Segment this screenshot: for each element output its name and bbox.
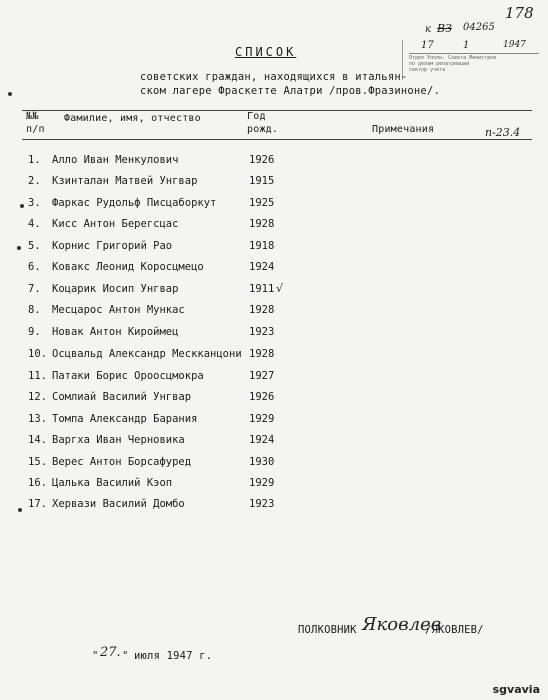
stamp-day: 17 xyxy=(421,40,434,51)
table-top-rule xyxy=(22,110,532,111)
document-title: СПИСОК xyxy=(235,45,297,59)
date-close-quote: " xyxy=(122,650,129,662)
row-number: 7. xyxy=(28,283,41,295)
row-year: 1928 xyxy=(249,348,275,360)
stamp-year: 1947 xyxy=(503,40,526,50)
table-row xyxy=(22,498,322,514)
archive-code-mid: ВЗ xyxy=(437,22,452,35)
archive-code-prefix: к xyxy=(425,24,431,35)
row-name: Ковакс Леонид Коросцмецо xyxy=(52,261,204,273)
row-year: 1928 xyxy=(249,304,275,316)
signature-name: /ЯКОВЛЕВ/ xyxy=(425,624,484,636)
stamp-month: 1 xyxy=(463,40,470,51)
row-name: Новак Антон Кироймец xyxy=(52,326,179,338)
table-row xyxy=(22,175,322,191)
row-name: Томпа Александр Барания xyxy=(52,413,198,425)
row-year: 1930 xyxy=(249,456,275,468)
row-year: 1926 xyxy=(249,391,275,403)
row-name: Кзинталан Матвей Унгвар xyxy=(52,175,198,187)
stamp-rule xyxy=(409,53,539,54)
punch-hole-icon xyxy=(18,508,22,512)
check-mark-icon: √ xyxy=(276,282,284,295)
table-row xyxy=(22,261,322,277)
row-year: 1915 xyxy=(249,175,275,187)
row-number: 5. xyxy=(28,240,41,252)
table-row xyxy=(22,326,322,342)
archive-stamp xyxy=(402,40,543,80)
signature-rank: ПОЛКОВНИК xyxy=(298,624,357,636)
stamp-text-2: по делам репатриации xyxy=(409,61,470,67)
row-name: Месцарос Антон Мункас xyxy=(52,304,185,316)
table-row xyxy=(22,370,322,386)
row-year: 1923 xyxy=(249,326,275,338)
row-name: Алло Иван Менкулович xyxy=(52,154,179,166)
stamp-text-1: Отдел Уполн. Совета Министров xyxy=(409,55,497,61)
row-number: 4. xyxy=(28,218,41,230)
row-number: 6. xyxy=(28,261,41,273)
punch-hole-icon xyxy=(8,92,12,96)
archive-code-number: 04265 xyxy=(463,22,495,33)
table-row xyxy=(22,154,322,170)
row-year: 1911 xyxy=(249,283,275,295)
table-row xyxy=(22,240,322,256)
date-open-quote: " xyxy=(92,650,99,662)
table-row xyxy=(22,391,322,407)
row-number: 15. xyxy=(28,456,47,468)
row-number: 13. xyxy=(28,413,47,425)
row-name: Корнис Григорий Рао xyxy=(52,240,173,252)
table-row xyxy=(22,218,322,234)
header-notes: Примечания xyxy=(372,124,435,135)
table-row xyxy=(22,456,322,472)
row-number: 1. xyxy=(28,154,41,166)
punch-hole-icon xyxy=(20,204,24,208)
watermark: sgvavia xyxy=(492,683,540,696)
row-number: 16. xyxy=(28,477,47,489)
row-number: 9. xyxy=(28,326,41,338)
row-number: 14. xyxy=(28,434,47,446)
row-name: Варгха Иван Черновика xyxy=(52,434,185,446)
table-row xyxy=(22,413,322,429)
header-num-line2: п/п xyxy=(26,124,45,135)
table-header-rule xyxy=(22,139,532,140)
stamp-text-3: сектор учета xyxy=(409,67,446,73)
header-year-line2: рожд. xyxy=(247,124,279,135)
row-name: Фаркас Рудольф Писцаборкут xyxy=(52,197,217,209)
row-year: 1926 xyxy=(249,154,275,166)
row-number: 8. xyxy=(28,304,41,316)
row-year: 1924 xyxy=(249,434,275,446)
date-rest: июля 1947 г. xyxy=(134,650,213,662)
row-name: Хервази Василий Домбо xyxy=(52,498,185,510)
row-name: Верес Антон Борсафуред xyxy=(52,456,192,468)
row-year: 1923 xyxy=(249,498,275,510)
punch-hole-icon xyxy=(17,246,21,250)
row-number: 17. xyxy=(28,498,47,510)
table-row xyxy=(22,348,322,364)
subtitle-line-2: ском лагере Фраскетте Алатри /пров.Фразиноне/. xyxy=(140,85,440,97)
row-number: 2. xyxy=(28,175,41,187)
row-number: 12. xyxy=(28,391,47,403)
header-num-line1: №№ xyxy=(26,111,39,122)
row-name: Осцвальд Александр Мескканцони xyxy=(52,348,242,360)
row-number: 10. xyxy=(28,348,47,360)
row-name: Коцарик Иосип Унгвар xyxy=(52,283,179,295)
row-name: Сомлиай Василий Унгвар xyxy=(52,391,192,403)
sheet-number: 178 xyxy=(505,4,534,22)
row-year: 1928 xyxy=(249,218,275,230)
table-row xyxy=(22,197,322,213)
row-year: 1918 xyxy=(249,240,275,252)
row-year: 1929 xyxy=(249,413,275,425)
margin-side-note: п-23.4 xyxy=(485,126,521,139)
row-number: 11. xyxy=(28,370,47,382)
date-day: 27. xyxy=(100,645,121,660)
subtitle-line-1: советских граждан, находящихся в итальян- xyxy=(140,71,408,83)
table-row xyxy=(22,434,322,450)
row-year: 1924 xyxy=(249,261,275,273)
row-year: 1927 xyxy=(249,370,275,382)
header-name: Фамилие, имя, отчество xyxy=(64,113,201,124)
row-name: Кисс Антон Берегсцас xyxy=(52,218,179,230)
row-year: 1929 xyxy=(249,477,275,489)
header-year-line1: Год xyxy=(247,111,266,122)
signature-handwritten: Яковлев xyxy=(362,614,442,635)
row-name: Цалька Василий Кэоп xyxy=(52,477,173,489)
table-row xyxy=(22,304,322,320)
row-name: Патаки Борис Ороосцмокра xyxy=(52,370,204,382)
table-row xyxy=(22,477,322,493)
row-year: 1925 xyxy=(249,197,275,209)
row-number: 3. xyxy=(28,197,41,209)
